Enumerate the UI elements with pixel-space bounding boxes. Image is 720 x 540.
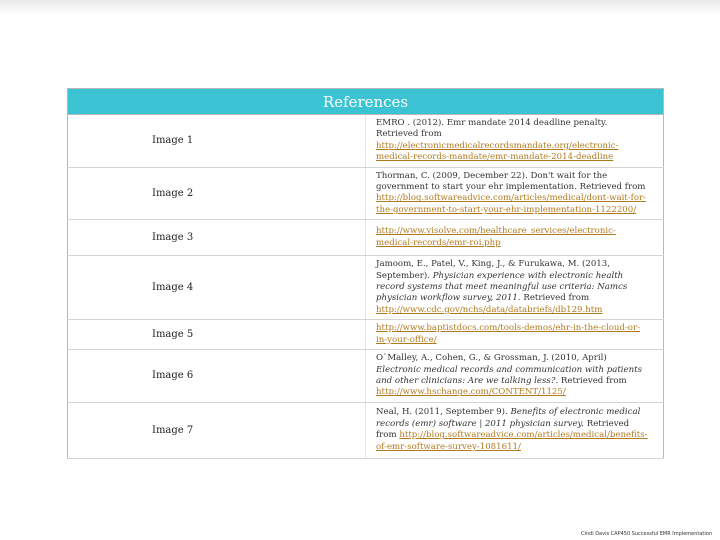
reference-image-label: Image 3 (68, 220, 366, 256)
citation-text: Jamoom, E., Patel, V., King, J., & Furukawa, M. (2013, September). (376, 259, 610, 281)
citation-text: O`Malley, A., Cohen, G., & Grossman, J. (2010, April) (376, 353, 607, 364)
citation-link[interactable]: http://blog.softwareadvice.com/articles/medical/dont-wait-for-the-government-to-start-your-ehr-implementation-1122200/ (376, 193, 647, 215)
citation-link[interactable]: http://www.visolve.com/healthcare_services/electronic-medical-records/emr-roi.php (376, 226, 616, 248)
reference-image-label: Image 7 (68, 402, 366, 458)
reference-row (68, 350, 664, 403)
citation-text: Neal, H. (2011, September 9). (376, 407, 511, 418)
reference-citation (366, 350, 664, 403)
citation-retrieved: Retrieved from (376, 418, 630, 441)
references-header: References (68, 89, 664, 115)
page-top-edge (0, 0, 720, 14)
reference-row (68, 402, 664, 458)
citation-link[interactable]: http://www.cdc.gov/nchs/data/databriefs/db129.htm (376, 304, 603, 315)
reference-image-label: Image 2 (68, 167, 366, 220)
reference-citation (366, 320, 664, 350)
citation-link[interactable]: http://www.hschange.com/CONTENT/1125/ (376, 387, 566, 398)
citation-title: Benefits of electronic medical records (emr) software | 2011 physician survey. (376, 407, 641, 429)
reference-image-label: Image 5 (68, 320, 366, 350)
reference-citation (366, 167, 664, 220)
footer-note: Cindi Davis CAP450 Successful EMR Implementation (581, 531, 712, 537)
citation-text: EMRO . (2012). Emr mandate 2014 deadline penalty. Retrieved from (376, 118, 608, 140)
reference-row (68, 220, 664, 256)
references-body (68, 115, 664, 459)
reference-citation (366, 115, 664, 168)
reference-image-label: Image 6 (68, 350, 366, 403)
citation-link[interactable]: http://www.baptistdocs.com/tools-demos/ehr-in-the-cloud-or-in-your-office/ (376, 323, 640, 345)
citation-link[interactable]: http://electronicmedicalrecordsmandate.org/electronic-medical-records-mandate/emr-mandate-2014-deadline (376, 140, 619, 163)
citation-title: Physician experience with electronic health record systems that meet meaningful use criteria: Namcs physician workflow survey, 2011. (376, 270, 628, 304)
reference-row (68, 167, 664, 220)
citation-text: Thorman, C. (2009, December 22). Don't wait for the government to start your ehr implementation. Retrieved from (376, 170, 646, 193)
citation-title: Electronic medical records and communication with patients and other clinicians: Are we talking less?. (376, 364, 643, 386)
references-table (67, 88, 664, 459)
reference-row (68, 256, 664, 320)
reference-citation (366, 220, 664, 256)
reference-row (68, 115, 664, 168)
citation-link[interactable]: http://blog.softwareadvice.com/articles/medical/benefits-of-emr-software-survey-1081611/ (376, 430, 648, 452)
reference-row (68, 320, 664, 350)
reference-citation (366, 402, 664, 458)
reference-citation (366, 256, 664, 320)
citation-retrieved: Retrieved from (520, 293, 590, 304)
reference-image-label: Image 1 (68, 115, 366, 168)
reference-image-label: Image 4 (68, 256, 366, 320)
citation-retrieved: Retrieved from (558, 375, 627, 386)
